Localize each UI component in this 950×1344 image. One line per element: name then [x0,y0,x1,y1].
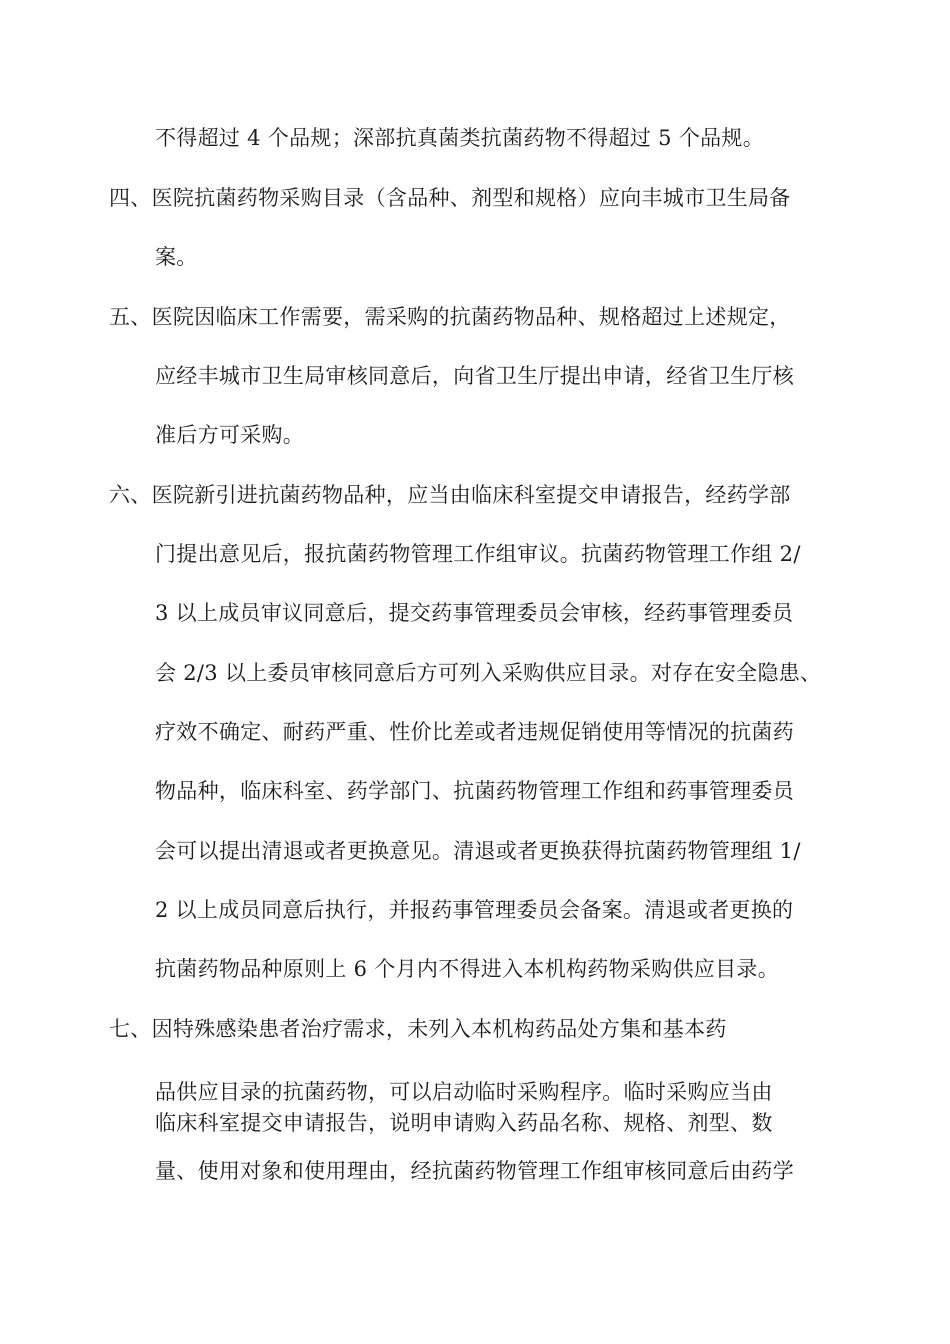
text-line: 案。 [155,245,198,269]
paragraph-five-heading: 五、医院因临床工作需要，需采购的抗菌药物品种、规格超过上述规定， [109,305,791,329]
text-line: 疗效不确定、耐药严重、性价比差或者违规促销使用等情况的抗菌药 [155,720,794,744]
text-line: 3 以上成员审议同意后，提交药事管理委员会审核，经药事管理委员 [155,601,794,625]
text-line: 会可以提出清退或者更换意见。清退或者更换获得抗菌药物管理组 1/ [155,839,801,863]
text-line: 不得超过 4 个品规；深部抗真菌类抗菌药物不得超过 5 个品规。 [155,126,765,150]
text-line: 物品种，临床科室、药学部门、抗菌药物管理工作组和药事管理委员 [155,779,794,803]
text-line: 门提出意见后，报抗菌药物管理工作组审议。抗菌药物管理工作组 2/ [155,542,801,566]
text-line: 量、使用对象和使用理由，经抗菌药物管理工作组审核同意后由药学 [155,1159,794,1183]
paragraph-seven-heading: 七、因特殊感染患者治疗需求，未列入本机构药品处方集和基本药 [109,1017,727,1041]
text-line: 应经丰城市卫生局审核同意后，向省卫生厅提出申请，经省卫生厅核 [155,364,794,388]
text-line: 品供应目录的抗菌药物，可以启动临时采购程序。临时采购应当由 [155,1080,773,1104]
paragraph-four-heading: 四、医院抗菌药物采购目录（含品种、剂型和规格）应向丰城市卫生局备 [109,186,791,210]
text-line: 2 以上成员同意后执行，并报药事管理委员会备案。清退或者更换的 [155,898,794,922]
text-line: 抗菌药物品种原则上 6 个月内不得进入本机构药物采购供应目录。 [155,957,780,981]
paragraph-six-heading: 六、医院新引进抗菌药物品种，应当由临床科室提交申请报告，经药学部 [109,483,791,507]
text-line: 会 2/3 以上委员审核同意后方可列入采购供应目录。对存在安全隐患、 [155,661,822,685]
text-line: 准后方可采购。 [155,423,305,447]
text-line: 临床科室提交申请报告，说明申请购入药品名称、规格、剂型、数 [155,1111,773,1135]
